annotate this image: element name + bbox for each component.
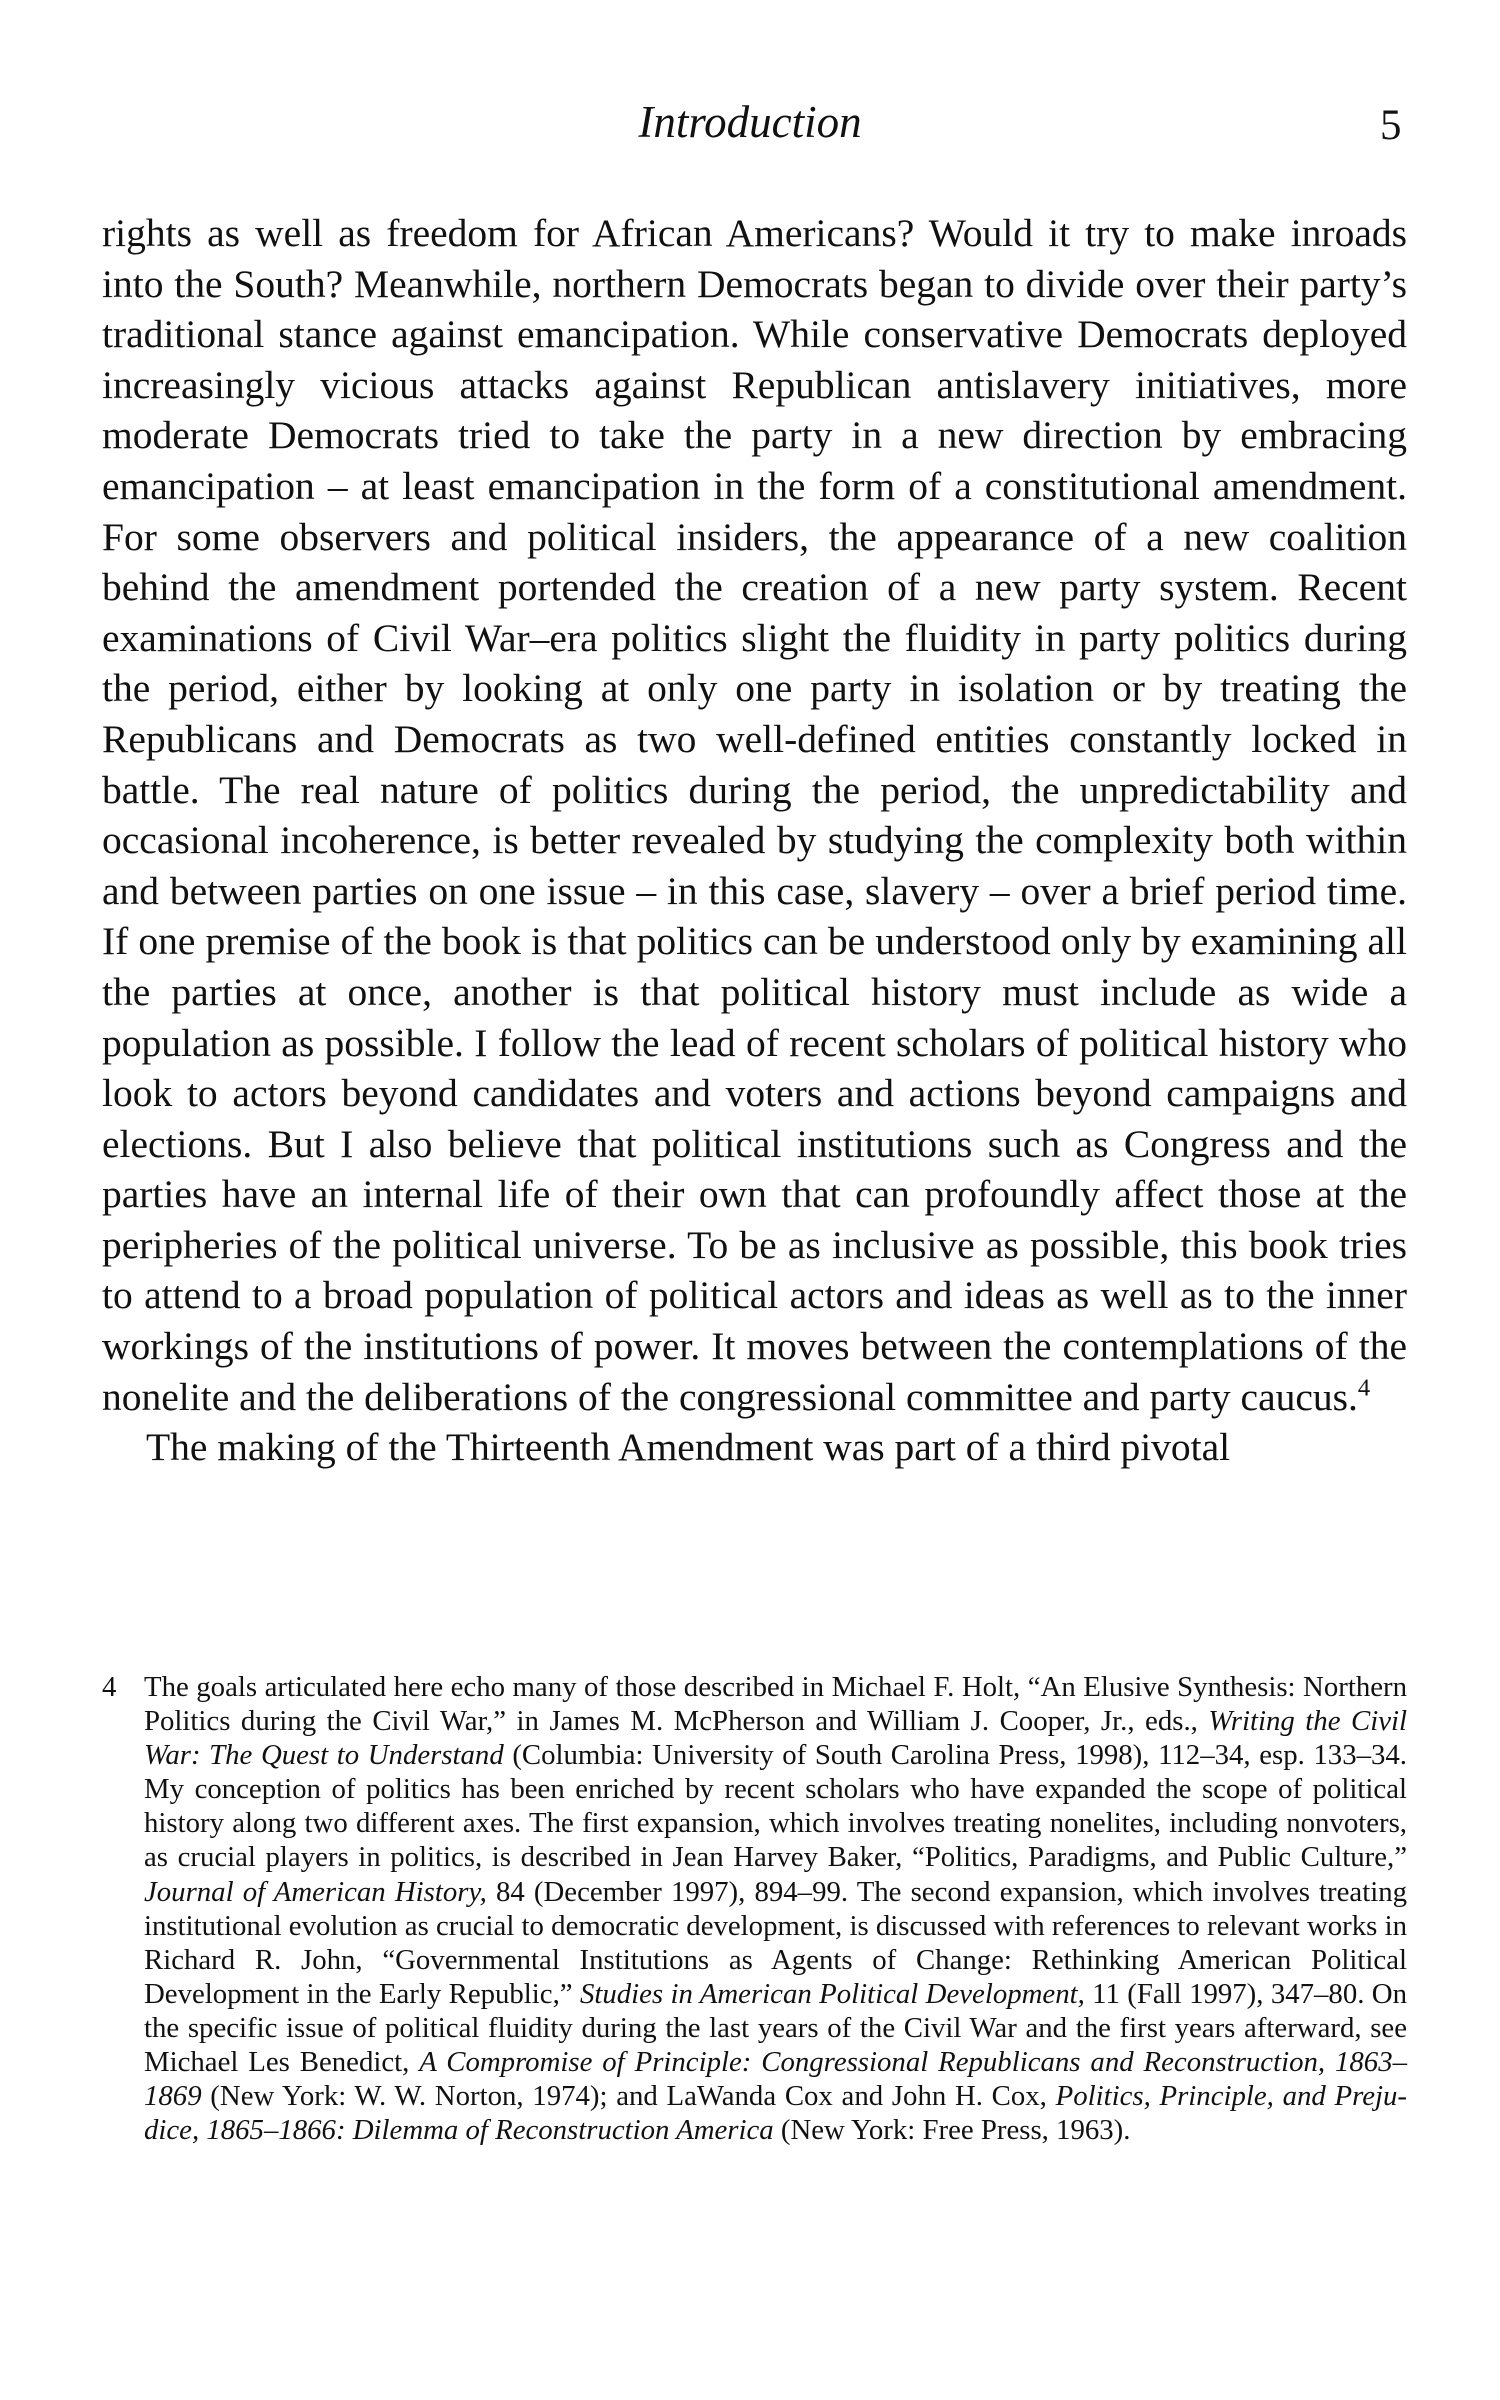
body-paragraph [102, 208, 1407, 1422]
footnote-citation-title: Politics, Principle, and Prejudice, 1865–1866: Dilemma of Reconstruction America [144, 2080, 1407, 2147]
body-paragraph-text: rights as well as freedom for African Americans? Would it try to make inroads into the South? Meanwhile, northern Democrats began to divide over their party’s traditional stance against emancipation. While conservative Democrats deployed increasingly vicious attacks against Republican antislavery initiatives, more moderate Democrats tried to take the party in a new direction by embracing emancipation – at least emancipation in the form of a constitutional amendment. For some observers and political insiders, the appearance of a new coalition behind the amendment portended the creation of a new party system. Recent examinations of Civil War–era politics slight the fluidity in party politics during the period, either by looking at only one party in isolation or by treating the Republicans and Democrats as two well-defined entities constantly locked in battle. The real nature of politics during the period, the unpredictability and occasional incoherence, is better revealed by studying the complexity both within and between parties on one issue – in this case, slavery – over a brief period time. If one premise of the book is that politics can be understood only by examining all the parties at once, another is that political history must include as wide a population as possible. I follow the lead of recent scholars of political history who look to actors beyond candidates and voters and actions beyond campaigns and elections. But I also believe that political institutions such as Congress and the parties have an internal life of their own that can profoundly affect those at the peripheries of the political universe. To be as inclusive as possible, this book tries to attend to a broad population of political actors and ideas as well as to the inner workings of the institutions of power. It moves between the contemplations of the nonelite and the deliberations of the congressional committee and party caucus. [102, 211, 1407, 1419]
footnote-reference[interactable]: 4 [1357, 1373, 1371, 1401]
footnote-segment: (Columbia: University of South Carolina Press, 1998), 112–34, esp. 133–34. My conception of politics has been enriched by recent scholars who have expanded the scope of political history along two different axes. The first expansion, which involves treating nonelites, including nonvoters, as crucial players in politics, is described in Jean Harvey Baker, “Politics, Paradigms, and Public Culture,” [144, 1739, 1407, 1874]
footnote-segment: (New York: W. W. Norton, 1974); and LaWanda Cox and John H. Cox, [201, 2080, 1056, 2113]
footnote-text [144, 1670, 1407, 2147]
footnote-segment: 84 (December 1997), 894–99. The second expansion, which involves treating institutional evolution as crucial to democratic development, is discussed with references to relevant works in Richard R. John, “Governmental Institutions as Agents of Change: Rethinking American Political Development in the Early Republic,” [144, 1875, 1408, 2010]
footnote-citation-title: Journal of American History, [144, 1875, 487, 1908]
footnote [102, 1670, 1407, 2147]
page-number: 5 [1380, 102, 1402, 149]
footnote-citation-title: Studies in American Political Development, [579, 1977, 1085, 2010]
footnote-segment: 11 (Fall 1997), 347–80. On the specific issue of political fluidity during the last years of the Civil War and the first years afterward, see Michael Les Benedict, [144, 1977, 1407, 2079]
footnote-citation-title: Writing the Civil War: The Quest to Understand [144, 1705, 1407, 1772]
footnote-segment: The goals articulated here echo many of those described in Michael F. Holt, “An Elusive Synthesis: Northern Politics during the Civil War,” in James M. McPherson and William J. Cooper, Jr., eds., [144, 1671, 1407, 1738]
footnote-segment: (New York: Free Press, 1963). [773, 2114, 1131, 2147]
body-text [102, 208, 1407, 1473]
body-paragraph: The making of the Thirteenth Amendment was part of a third pivotal [146, 1425, 1231, 1470]
running-header-title: Introduction [638, 97, 862, 147]
footnote-number: 4 [102, 1671, 117, 1703]
footnote-citation-title: A Compromise of Principle: Congressional Republicans and Reconstruction, 1863–1869 [144, 2046, 1407, 2113]
